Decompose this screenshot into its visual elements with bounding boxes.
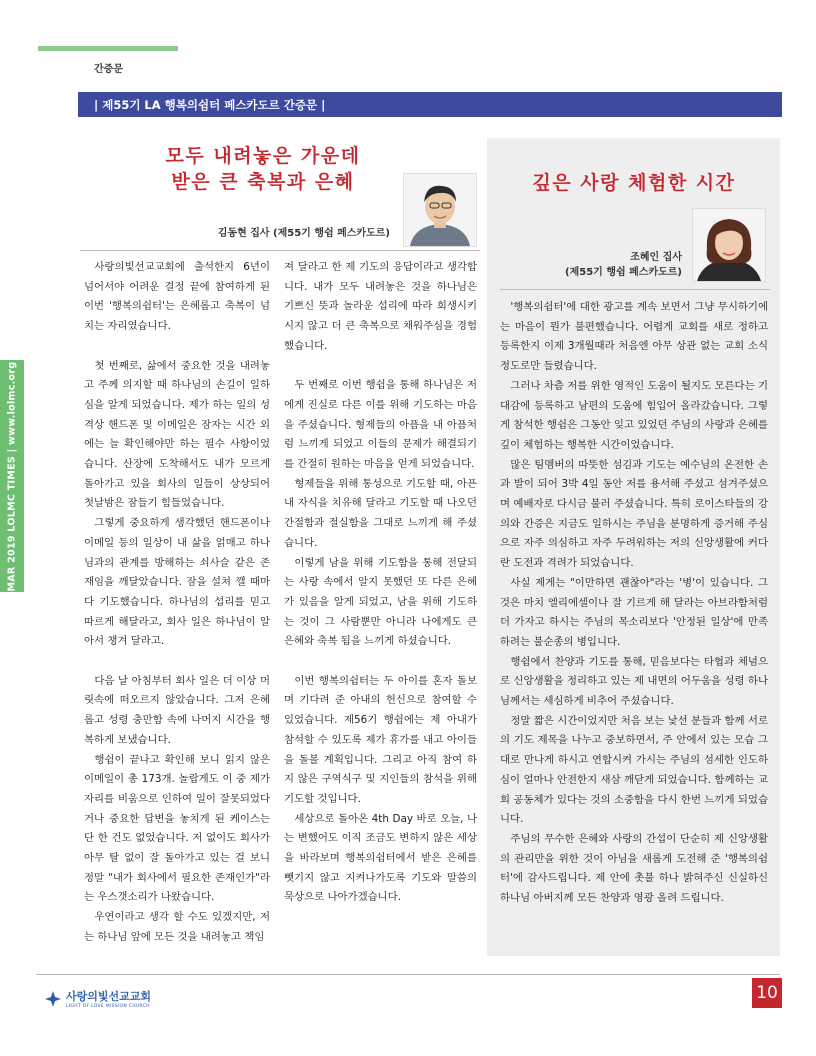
paragraph: 많은 팀멤버의 따뜻한 섬김과 기도는 예수님의 온전한 손과 발이 되어 3박 4일 동안 저를 용서해 주셨고 섬겨주셨으며 예배자로 다시금 불러 주셨습니다. 특히 로이스타들의 강의와 간증은 지금도 일하시는 주님을 분명하게 증거해 주심으로 자주 의심하고 자주 두려워하는 저의 신앙생활에 커다란 도전과 격려가 되었습니다. [500,458,768,570]
left-divider [80,250,480,251]
author-photo-male [403,173,477,247]
portrait-man-image [404,174,476,246]
right-article-column [500,298,768,909]
left-article-column-2 [284,258,477,908]
right-byline-name: 조혜인 집사 [630,252,682,263]
right-divider [500,289,770,290]
article-banner: | 제55기 LA 행복의쉼터 페스카도르 간증문 | [78,92,782,117]
left-byline: 김동현 집사 (제55기 행쉼 페스카도르) [217,228,390,239]
paragraph: 정말 짧은 시간이었지만 처음 보는 낯선 분들과 함께 서로의 기도 제목을 나누고 중보하면서, 주 안에서 있는 모습 그대로 만나게 하시고 연합시켜 가시는 주님의 섬세한 인도하심이 얼마나 안전한지 새삼 깨닫게 되었습니다. 함께하는 교회 공동체가 있다는 것의 소중함을 다시 한번 느끼게 되었습니다. [500,714,768,826]
sidebar-strip [0,360,24,592]
paragraph: 행쉼에서 찬양과 기도를 통해, 믿음보다는 타협과 체념으로 신앙생활을 정리하고 있는 제 내면의 어두움을 성령 하나님께서는 세심하게 비추어 주셨습니다. [500,655,768,708]
paragraph: 사랑의빛선교교회에 출석한지 6년이 넘어서야 어려운 결정 끝에 참여하게 된 이번 '행복의쉼터'는 은혜롭고 축복이 넘치는 자리였습니다. [84,261,270,333]
author-photo-female [692,208,766,282]
paragraph: 두 번째로 이번 행쉼을 통해 하나님은 저에게 진실로 다른 이를 위해 기도하는 마음을 주셨습니다. 형제들의 아픔을 내 아픔처럼 느끼게 되었고 이들의 문제가 해결되기를 간절히 원하는 마음을 얻게 되었습니다. [284,379,477,471]
paragraph: 사실 제게는 "이만하면 괜찮아"라는 '병'이 있습니다. 그것은 마치 엘리에셀이나 잘 기르게 해 달라는 아브라함처럼 더 가자고 하시는 주님의 목소리보다 '안정된 일상'에 만족하려는 불순종의 병입니다. [500,576,768,648]
left-article-column-1 [84,258,270,948]
footer-divider [36,974,780,975]
paragraph: 우연이라고 생각 할 수도 있겠지만, 저는 하나님 앞에 모든 것을 내려놓고 책임 [84,911,270,943]
church-name: 사랑의빛선교교회 [66,990,152,1003]
sidebar-text: MAR 2019 LOLMC TIMES | www.lolmc.org [6,361,18,591]
top-accent-bar [38,46,178,51]
right-article-title: 깊은 사랑 체험한 시간 [532,172,736,194]
paragraph: 주님의 무수한 은혜와 사랑의 간섭이 단순히 제 신앙생활의 관리만을 위한 것이 아님을 새롭게 도전해 준 '행복의쉼터'에 감사드립니다. 제 안에 촛불 하나 밝혀주신 신실하신 하나님 아버지께 모든 찬양과 영광 올려 드립니다. [500,832,768,905]
paragraph: 그러나 차츰 저를 위한 영적인 도움이 될지도 모른다는 기대감에 등록하고 남편의 도움에 힘입어 올라갔습니다. 그렇게 참석한 행쉼은 그동안 잊고 있었던 주님의 사랑과 은혜를 깊이 체험하는 행복한 시간이었습니다. [500,379,768,451]
church-subtitle: LIGHT OF LOVE MISSION CHURCH [66,1004,150,1009]
paragraph: 형제들을 위해 통성으로 기도할 때, 아픈 내 자식을 치유해 달라고 기도할 때 나오던 간절함과 절실함을 그대로 느끼게 해 주셨습니다. [284,477,477,549]
paragraph: 다음 날 아침부터 회사 일은 더 이상 머릿속에 떠오르지 않았습니다. 그저 은혜롭고 성령 충만함 속에 나머지 시간을 행복하게 보냈습니다. [84,674,270,746]
paragraph: 행쉼이 끝나고 확인해 보니 읽지 않은 이메일이 총 173개. 놀랍게도 이 중 제가 자리를 비움으로 인하여 일이 잘못되었다거나 중요한 답변을 놓치게 된 케이스는 단 한 건도 없었습니다. 저 없이도 회사가 아무 탈 없이 잘 돌아가고 있는 걸 보니 정말 "내가 회사에서 필요한 존재인가"라는 우스갯소리가 나왔습니다. [84,753,270,904]
paragraph: 이번 행복의쉼터는 두 아이를 혼자 돌보며 기다려 준 아내의 헌신으로 참여할 수 있었습니다. 제56기 행쉼에는 제 아내가 참석할 수 있도록 제가 휴가를 내고 아이들을 돌볼 계획입니다. 그리고 아직 참여 하지 않은 구역식구 및 지인들의 참석을 위해 기도할 것입니다. [284,674,477,805]
right-byline-sub: (제55기 행쉼 페스카도르) [565,267,682,278]
section-label: 간증문 [94,64,123,75]
paragraph: 첫 번째로, 삶에서 중요한 것을 내려놓고 주께 의지할 때 하나님의 손길이 일하심을 알게 되었습니다. 제가 하는 일의 성격상 핸드폰 및 이메일은 잠자는 시간 외에는 늘 확인해야만 하는 필수 사항이었습니다. 산장에 도착해서도 내가 모르게 돌아가고 있을 회사의 일들이 상상되어 첫날밤은 잠들기 힘들었습니다. [84,359,270,510]
paragraph: '행복의쉼터'에 대한 광고를 계속 보면서 그냥 무시하기에는 마음이 뭔가 불편했습니다. 어렵게 교회를 새로 정하고 등록한지 이제 3개월때라 처음엔 아무 상관 없는 교회 소식 정도로만 들렸습니다. [500,301,768,373]
paragraph: 세상으로 돌아온 4th Day 바로 오늘, 나는 변했어도 이직 조금도 변하지 않은 세상을 바라보며 행복의쉼터에서 받은 은혜를 뺏기지 않고 지켜나가도록 기도와 말씀의 묵상으로 나아가겠습니다. [284,812,477,904]
paragraph: 이렇게 남을 위해 기도함을 통해 전달되는 사랑 속에서 알지 못했던 또 다른 은혜가 있음을 알게 되었고, 남을 위해 기도하는 것이 그 사람뿐만 아니라 나에게도 큰 은혜와 축복 됨을 느끼게 하셨습니다. [284,556,477,648]
page-number: 10 [752,978,782,1008]
church-logo-icon [44,990,62,1008]
right-byline [520,250,682,280]
portrait-woman-image [693,209,765,281]
church-logo [44,988,151,1009]
paragraph: 그렇게 중요하게 생각했던 핸드폰이나 이메일 등의 일상이 내 삶을 얽매고 하나님과의 관계를 방해하는 쇠사슬 같은 존재임을 깨달았습니다. 잠을 설쳐 깰 때마다 기도했습니다. 하나님의 섭리를 믿고 따르게 해달라고, 회사 일은 하나님이 알아서 챙겨 달라고. [84,517,270,648]
paragraph: 져 달라고 한 제 기도의 응답이라고 생각합니다. 내가 모두 내려놓은 것을 하나님은 기쁘신 뜻과 놀라운 섭리에 따라 희생시키시지 않고 더 큰 축복으로 채워주심을 경험했습니다. [284,261,477,352]
left-title-line2: 받은 큰 축복과 은혜 [171,171,355,193]
left-article-title [78,143,448,195]
left-title-line1: 모두 내려놓은 가운데 [165,145,361,167]
